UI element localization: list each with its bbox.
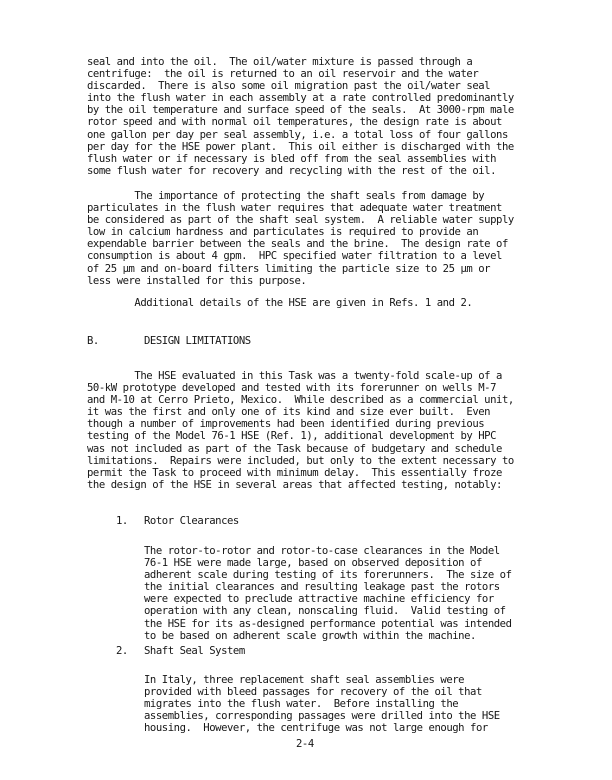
list-item-2-number: 2. (116, 645, 128, 657)
section-letter: B. (87, 335, 99, 347)
paragraph-design-limitations: The HSE evaluated in this Task was a twenty-fold scale-up of a 50-kW prototype developed and tested with its forerunner on wells M-7 and M-10 at Cerro Prieto, Mexico. While described as a commercial unit, it was the first and only one of its kind and size ever built. Even though a number of improvements had been identified during previous testing of the Model 76-1 HSE (Ref. 1), additional development by HPC was not included as part of the Task because of budgetary and schedule limitations. Repairs were included, but only to the extent necessary to permit the Task to proceed with minimum delay. This essentially froze the design of the HSE in several areas that affected testing, notably: (87, 370, 514, 491)
page-number: 2-4 (296, 738, 314, 750)
list-item-1-number: 1. (116, 515, 128, 527)
section-heading: DESIGN LIMITATIONS (144, 335, 251, 347)
list-item-1-body: The rotor-to-rotor and rotor-to-case clearances in the Model 76-1 HSE were made large, based on observed deposition of adherent scale during testing of its forerunners. The size of the initial clearances and resulting leakage past the rotors were expected to preclude attractive machine efficiency for operation with any clean, nonscaling fluid. Valid testing of the HSE for its as-designed performance potential was intended to be based on adherent scale growth within the machine. (144, 545, 512, 642)
list-item-2-body: In Italy, three replacement shaft seal assemblies were provided with bleed passages for recovery of the oil that migrates into the flush water. Before installing the assemblies, corresponding passages were drilled into the HSE housing. However, the centrifuge was not large enough for (144, 674, 500, 735)
paragraph-shaft-seal-protection: The importance of protecting the shaft seals from damage by particulates in the flush water requires that adequate water treatment be considered as part of the shaft seal system. A reliable water supply low in calcium hardness and particulates is required to provide an expendable barrier between the seals and the brine. The design rate of consumption is about 4 gpm. HPC specified water filtration to a level of 25 μm and on-board filters limiting the particle size to 25 μm or less were installed for this purpose. (87, 190, 514, 287)
list-item-1-title: Rotor Clearances (144, 515, 239, 527)
paragraph-additional-details: Additional details of the HSE are given in Refs. 1 and 2. (87, 297, 473, 309)
list-item-2-title: Shaft Seal System (144, 645, 245, 657)
paragraph-oil-water-separation: seal and into the oil. The oil/water mixture is passed through a centrifuge: the oil is returned to an oil reservoir and the water discarded. There is also some oil migration past the oil/water seal into the flush water in each assembly at a rate controlled predominantly by the oil temperature and surface speed of the seals. At 3000-rpm male rotor speed and with normal oil temperatures, the design rate is about one gallon per day per seal assembly, i.e. a total loss of four gallons per day for the HSE power plant. This oil either is discharged with the flush water or if necessary is bled off from the seal assemblies with some flush water for recovery and recycling with the rest of the oil. (87, 56, 514, 177)
